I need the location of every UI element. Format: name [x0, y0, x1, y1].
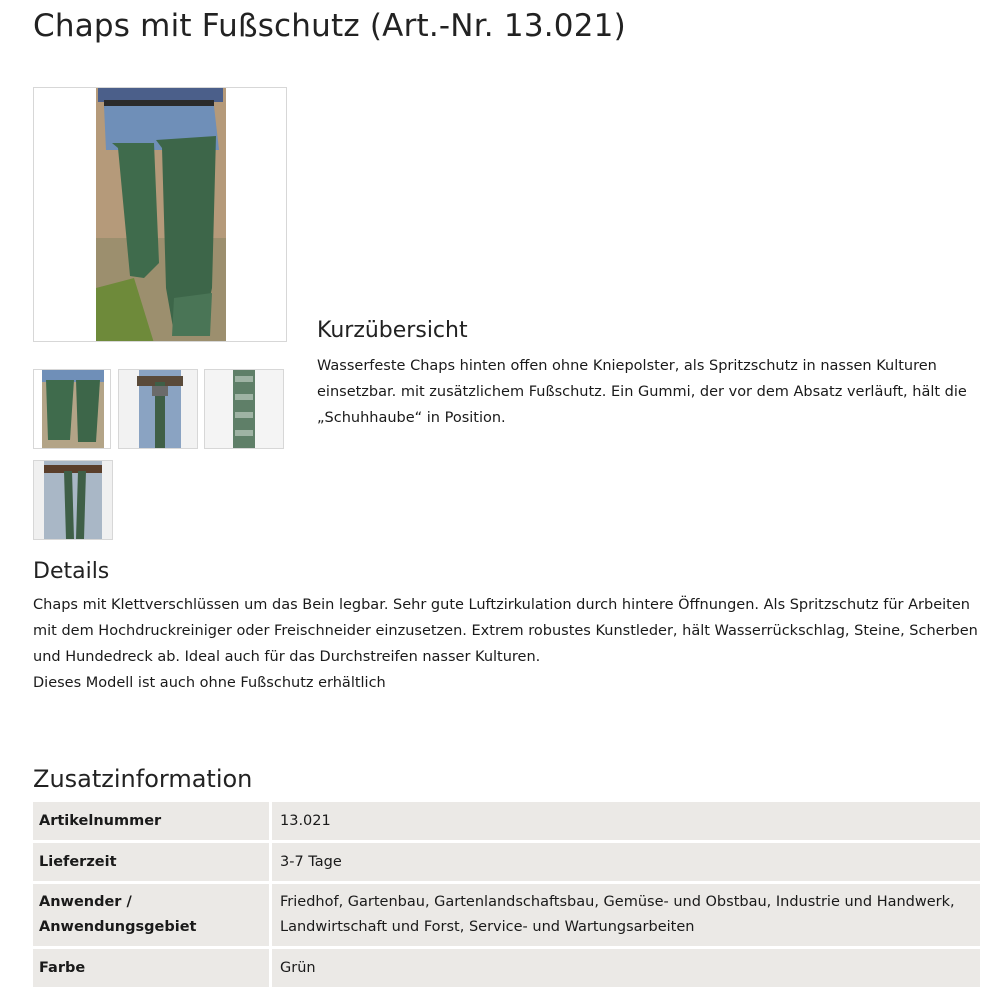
row-label — [33, 884, 272, 946]
details-paragraph: Chaps mit Klettverschlüssen um das Bein legbar. Sehr gute Luftzirkulation durch hintere Öffnungen. Als Spritzschutz für Arbeiten mit dem Hochdruckreiniger oder Freischneider einzusetzen. Extrem robustes Kunstleder, hält Wasserrückschlag, Steine, Scherben und Hundedreck ab. Ideal auch für das Durchstreifen nasser Kulturen. — [33, 597, 978, 665]
details-text — [33, 592, 988, 696]
thumbnail-1-image — [34, 370, 110, 448]
overview-text: Wasserfeste Chaps hinten offen ohne Kniepolster, als Spritzschutz in nassen Kulturen einsetzbar. mit zusätzlichem Fußschutz. Ein Gummi, der vor dem Absatz verläuft, hält die „Schuhhaube“ in Position. — [317, 358, 967, 426]
thumbnail-4-image — [34, 461, 112, 539]
main-product-image[interactable] — [33, 87, 287, 342]
additional-info-heading: Zusatzinformation — [33, 765, 253, 793]
page-title: Chaps mit Fußschutz (Art.-Nr. 13.021) — [33, 8, 626, 44]
thumbnail-2[interactable] — [118, 369, 198, 449]
additional-info-table — [33, 799, 980, 990]
row-value: 3-7 Tage — [272, 843, 980, 881]
table-row — [33, 949, 980, 987]
table-row — [33, 884, 980, 946]
table-row — [33, 802, 980, 840]
row-label: Lieferzeit — [33, 843, 272, 881]
details-heading: Details — [33, 559, 110, 584]
row-value: 13.021 — [272, 802, 980, 840]
thumbnail-3-image — [205, 370, 283, 448]
row-label-line-1: Anwender / — [39, 894, 132, 910]
row-label: Artikelnummer — [33, 802, 272, 840]
row-label-line-2: Anwendungsgebiet — [39, 919, 197, 935]
thumbnail-1[interactable] — [33, 369, 111, 449]
thumbnail-2-image — [119, 370, 197, 448]
overview-heading: Kurzübersicht — [317, 318, 468, 343]
table-row — [33, 843, 980, 881]
row-value: Grün — [272, 949, 980, 987]
thumbnail-3[interactable] — [204, 369, 284, 449]
thumbnail-4[interactable] — [33, 460, 113, 540]
details-note: Dieses Modell ist auch ohne Fußschutz erhältlich — [33, 675, 386, 691]
row-value: Friedhof, Gartenbau, Gartenlandschaftsbau, Gemüse- und Obstbau, Industrie und Handwerk, Landwirtschaft und Forst, Service- und Wartungsarbeiten — [272, 884, 980, 946]
row-label: Farbe — [33, 949, 272, 987]
chaps-photo — [34, 88, 287, 342]
